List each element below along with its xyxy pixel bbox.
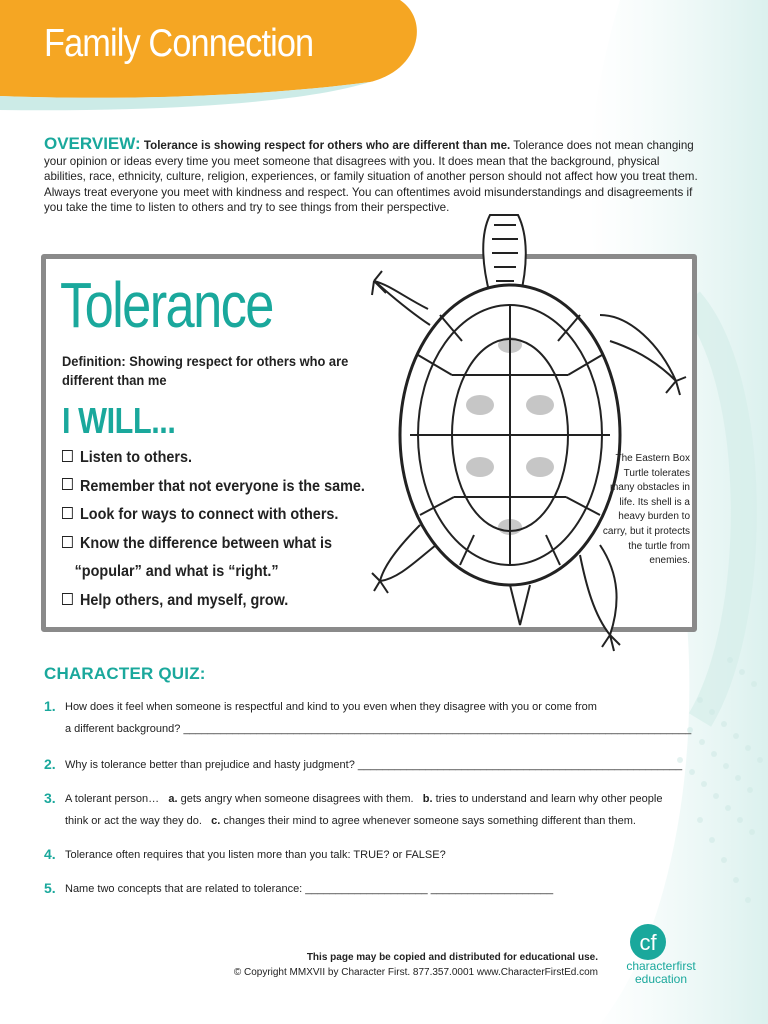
option-a-label[interactable]: a. [168,793,178,805]
logo-line1: characterfirst [626,959,696,973]
overview-label: OVERVIEW: [44,134,141,153]
question-number: 3. [44,790,56,806]
question-text[interactable]: Name two concepts that are related to tolerance: ____________________ ____________________ [65,883,554,895]
page-title: Family Connection [44,22,314,65]
list-item-continuation: “popular” and what is “right.” [74,563,279,581]
option-b[interactable]: tries to understand and learn why other people [435,793,663,805]
question-text[interactable]: Tolerance often requires that you listen more than you talk: TRUE? or FALSE? [65,849,446,861]
copyright-line: © Copyright MMXVII by Character First. 877.357.0001 www.CharacterFirstEd.com [233,967,598,978]
question-number: 5. [44,880,56,896]
overview-lead: Tolerance is showing respect for others who are different than me. [143,139,511,152]
question-text[interactable]: Why is tolerance better than prejudice and hasty judgment? _____________________________________________________ [65,759,683,771]
checkbox-icon [62,593,73,605]
footer-copyright [200,950,598,980]
checkbox-icon [62,536,73,548]
list-item: Look for ways to connect with others. [62,501,386,530]
i-will-list [62,444,422,616]
checkbox-icon [62,450,73,462]
question-text: A tolerant person… a. gets angry when someone disagrees with them. b. tries to understand and learn why other people [65,793,663,805]
option-a[interactable]: gets angry when someone disagrees with them. [180,793,414,805]
question-number: 1. [44,698,56,714]
question-number: 4. [44,846,56,862]
answer-line[interactable]: a different background? ___________________________________________________________________________________ [65,723,692,735]
quiz-title: CHARACTER QUIZ: [44,664,206,683]
copy-permission: This page may be copied and distributed for educational use. [306,952,598,963]
logo-mark: cf [639,930,657,955]
checkbox-icon [62,478,73,490]
turtle-illustration [370,205,690,665]
tolerance-definition: Definition: Showing respect for others who are different than me [62,353,349,388]
turtle-caption: The Eastern Box Turtle tolerates many obstacles in life. Its shell is a heavy burden to carry, but it protects the turtle from enemies. [602,453,690,567]
logo-line2: education [634,972,688,986]
list-item: Remember that not everyone is the same. [62,473,386,502]
option-b-label[interactable]: b. [422,793,433,805]
list-item: Know the difference between what is [62,530,386,559]
tolerance-title: Tolerance [60,269,273,341]
question-number: 2. [44,756,56,772]
overview-paragraph [44,136,704,216]
question-text-cont: think or act the way they do. c. changes their mind to agree whenever someone says something different than them. [65,815,636,827]
list-item: Listen to others. [62,444,386,473]
option-c-label[interactable]: c. [211,815,221,827]
list-item: Help others, and myself, grow. [62,587,386,616]
option-c[interactable]: changes their mind to agree whenever someone says something different than them. [223,815,636,827]
i-will-heading: I WILL... [62,400,176,441]
question-text: How does it feel when someone is respectful and kind to you even when they disagree with you or come from [65,701,597,713]
checkbox-icon [62,507,73,519]
overview-body: Tolerance does not mean changing your opinion or ideas every time you meet someone that disagrees with you. It does mean that the background, physical abilities, race, ethnicity, culture, religion, experiences, or family situation of another person should not affect how you treat them. Always treat everyone you meet with kindness and respect. You can oftentimes avoid misunderstandings and disagreements if you take the time to listen to others and try to see things from their perspective. [44,139,698,215]
logo-text [606,960,716,986]
